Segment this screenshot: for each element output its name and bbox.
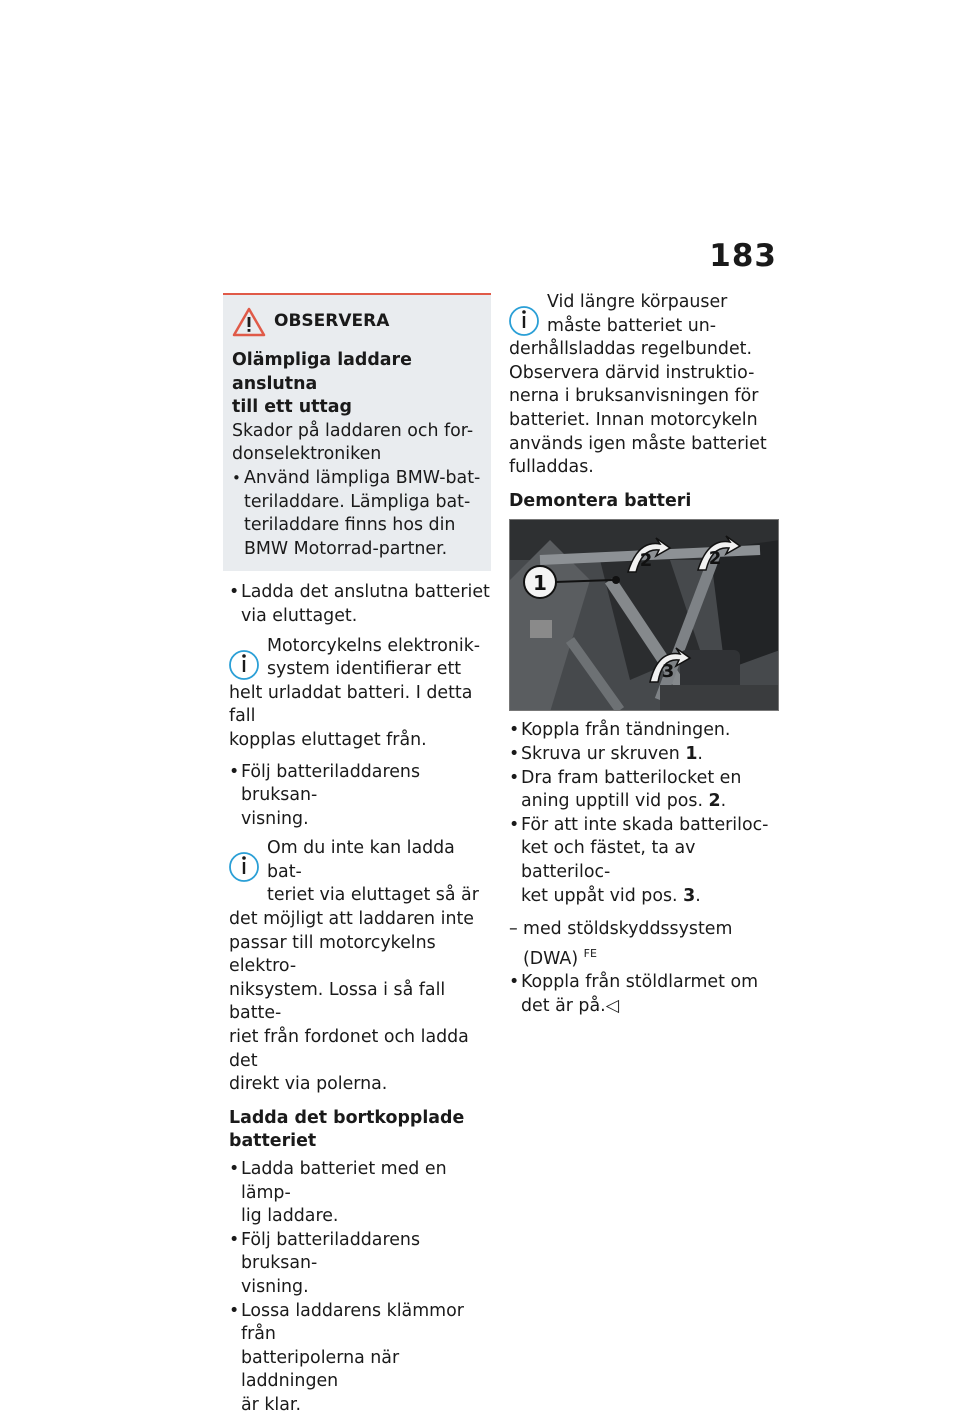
end-marker-icon: ◁ xyxy=(605,995,620,1016)
info-note xyxy=(509,291,779,480)
condition-text: (DWA) xyxy=(523,948,579,969)
photo-illustration xyxy=(510,520,779,711)
list-item xyxy=(229,1300,491,1418)
step-text: ket uppåt vid pos. xyxy=(521,885,684,906)
warning-triangle-icon xyxy=(232,307,266,337)
step-item xyxy=(509,971,779,1018)
list-item-line: visning. xyxy=(241,1276,309,1297)
info-note xyxy=(229,635,491,753)
condition-line xyxy=(523,942,779,971)
step-ref: 2 xyxy=(708,791,721,812)
step-line: • För att inte skada batteriloc- xyxy=(521,814,769,835)
note-line: det möjligt att laddaren inte xyxy=(229,909,474,930)
warning-subtitle xyxy=(232,349,485,420)
info-icon xyxy=(227,839,261,887)
callout-3: 3 xyxy=(661,661,675,683)
condition-item xyxy=(509,918,779,971)
note-line: måste batteriet un- xyxy=(547,315,717,336)
section-heading xyxy=(229,1107,491,1154)
list-item xyxy=(229,1158,491,1229)
list-item-line: batteripolerna när laddningen xyxy=(241,1347,400,1392)
warning-text-line: Skador på laddaren och for- xyxy=(232,420,474,441)
step-line: aning upptill vid pos. 2. xyxy=(521,791,727,812)
warning-bullet-line: BMW Motorrad-partner. xyxy=(244,538,448,559)
note-line: helt urladdat batteri. I detta fall xyxy=(229,682,473,727)
list-item-line: • Följ batteriladdarens bruksan- xyxy=(241,761,421,806)
callout-2b: 2 xyxy=(708,548,722,570)
info-note xyxy=(229,837,491,1097)
note-line: batteriet. Innan motorcykeln xyxy=(509,409,758,430)
step-text: det är på. xyxy=(521,995,606,1016)
battery-cover-photo xyxy=(509,519,779,711)
note-line: teriet via eluttaget så är xyxy=(267,885,479,906)
heading-line: Ladda det bortkopplade xyxy=(229,1107,465,1128)
step-item xyxy=(509,767,779,814)
warning-subtitle-line: Olämpliga laddare anslutna xyxy=(232,350,412,394)
list-item xyxy=(229,761,491,832)
warning-bullet-line: • Använd lämpliga BMW-bat- xyxy=(244,467,481,488)
note-line: Observera därvid instruktio- xyxy=(509,362,755,383)
note-line: används igen måste batteriet xyxy=(509,433,767,454)
note-line: derhållsladdas regelbundet. xyxy=(509,339,753,360)
step-ref: 1 xyxy=(685,743,698,764)
note-line: Motorcykelns elektronik- xyxy=(267,635,481,656)
step-line: • Dra fram batterilocket en xyxy=(521,767,742,788)
callout-2a: 2 xyxy=(639,550,653,572)
info-icon xyxy=(227,637,261,685)
factory-option-mark: FE xyxy=(583,946,597,960)
list-item xyxy=(229,1229,491,1300)
note-line: niksystem. Lossa i så fall batte- xyxy=(229,979,446,1024)
list-item-line: lig laddare. xyxy=(241,1206,339,1227)
list-item-line: • Ladda det anslutna batteriet xyxy=(241,582,490,603)
list-item-line: • Följ batteriladdarens bruksan- xyxy=(241,1229,421,1274)
step-line xyxy=(521,995,779,1019)
note-line: fulladdas. xyxy=(509,457,594,478)
warning-bullet-line: teriladdare. Lämpliga bat- xyxy=(244,491,471,512)
warning-text xyxy=(232,420,485,467)
list-item-line: visning. xyxy=(241,808,309,829)
warning-bullet-line: teriladdare finns hos din xyxy=(244,515,456,536)
note-line: Vid längre körpauser xyxy=(547,292,728,312)
note-line: nerna i bruksanvisningen för xyxy=(509,386,759,407)
note-line: riet från fordonet och ladda det xyxy=(229,1027,469,1071)
page-number: 183 xyxy=(709,238,777,274)
step-text: Skruva ur skruven xyxy=(521,743,686,764)
info-icon xyxy=(507,293,541,341)
step-item: • Koppla från tändningen. xyxy=(509,719,779,743)
step-ref: 3 xyxy=(683,885,696,906)
step-item: • Skruva ur skruven 1. xyxy=(509,743,779,767)
step-line: ket och fästet, ta av batteriloc- xyxy=(521,838,696,882)
condition-line: – med stöldskyddssystem xyxy=(523,919,733,940)
list-item-line: är klar. xyxy=(241,1394,301,1415)
step-item xyxy=(509,814,779,908)
left-column xyxy=(229,293,491,1418)
list-item-line: • Lossa laddarens klämmor från xyxy=(241,1300,464,1345)
step-text: aning upptill vid pos. xyxy=(521,791,709,812)
note-line: kopplas eluttaget från. xyxy=(229,729,427,750)
note-line: system identifierar ett xyxy=(267,659,462,680)
section-heading: Demontera batteri xyxy=(509,490,692,511)
warning-text-line: donselektroniken xyxy=(232,444,382,465)
step-line: • Koppla från stöldlarmet om xyxy=(521,972,759,993)
warning-subtitle-line: till ett uttag xyxy=(232,397,352,418)
right-column xyxy=(509,293,779,1018)
list-item xyxy=(229,581,491,628)
warning-header xyxy=(232,307,485,337)
heading-line: batteriet xyxy=(229,1131,317,1152)
warning-title: OBSERVERA xyxy=(274,311,390,332)
step-line: ket uppåt vid pos. 3. xyxy=(521,885,701,906)
note-line: passar till motorcykelns elektro- xyxy=(229,932,436,977)
warning-bullet xyxy=(232,467,485,561)
note-line: Om du inte kan ladda bat- xyxy=(267,838,455,882)
note-line: direkt via polerna. xyxy=(229,1074,388,1095)
warning-box xyxy=(223,293,491,571)
callout-1: 1 xyxy=(533,571,547,596)
list-item-line: • Ladda batteriet med en lämp- xyxy=(241,1159,447,1203)
list-item-line: via eluttaget. xyxy=(241,605,358,626)
